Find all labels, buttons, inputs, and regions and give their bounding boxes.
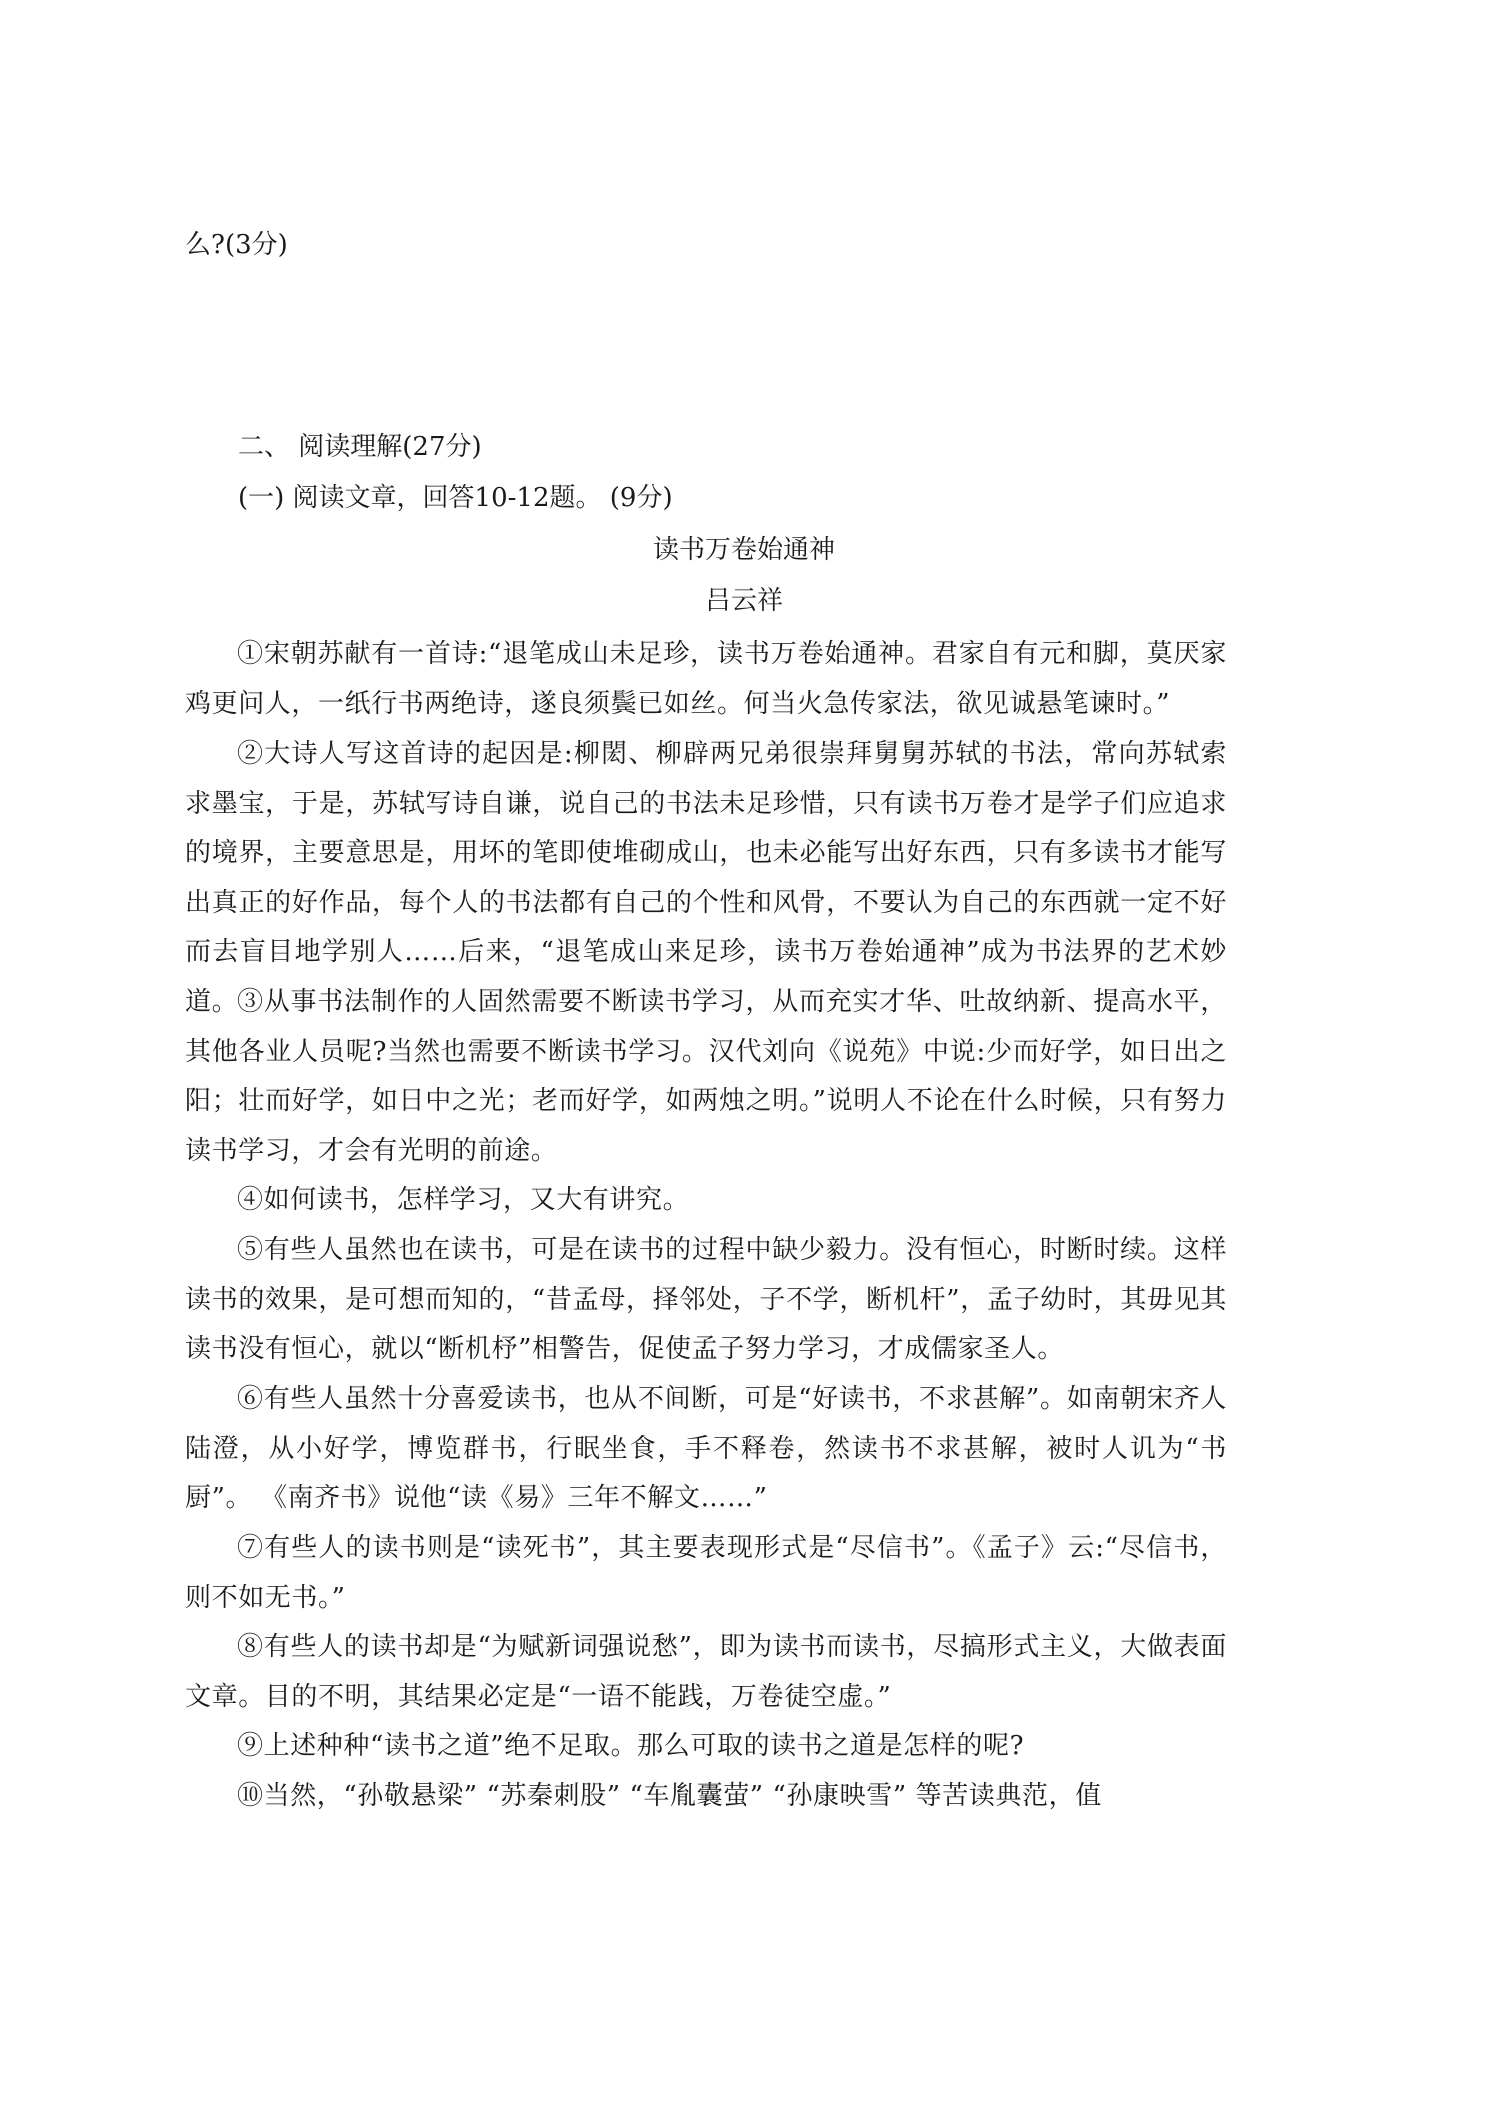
article-paragraph-10: ⑩当然，“孙敬悬梁” “苏秦刺股” “车胤囊萤” “孙康映雪” 等苦读典范，值 [237,1781,1102,1811]
article-paragraph-4: ④如何读书，怎样学习，又大有讲究。 [237,1185,690,1215]
article-author: 吕云祥 [704,586,783,616]
article-paragraph-5: ⑤有些人虽然也在读书，可是在读书的过程中缺少毅力。没有恒心，时断时续。这样读书的效果，是可想而知的，“昔孟母，择邻处，子不学，断机杆”，孟子幼时，其毋见其读书没有恒心，就以“断机杼”相警告，促使孟子努力学习，才成儒家圣人。 [185,1235,1227,1364]
article-paragraph-7: ⑦有些人的读书则是“读死书”，其主要表现形式是“尽信书”。《孟子》云:“尽信书，则不如无书。” [185,1533,1227,1613]
article-paragraph-6: ⑥有些人虽然十分喜爱读书，也从不间断，可是“好读书，不求甚解”。如南朝宋齐人陆澄，从小好学，博览群书，行眠坐食，手不释卷，然读书不求甚解，被时人讥为“书厨”。 《南齐书》说他“读《易》三年不解文……” [185,1384,1227,1513]
section-heading: 二、 阅读理解(27分) [238,432,482,462]
article-title: 读书万卷始通神 [652,535,835,565]
article-paragraph-1: ①宋朝苏献有一首诗:“退笔成山未足珍，读书万卷始通神。君家自有元和脚，莫厌家鸡更问人，一纸行书两绝诗，遂良须鬓已如丝。何当火急传家法，欲见诚悬笔谏时。” [185,639,1227,719]
section-subheading: (一) 阅读文章，回答10-12题。 (9分) [238,483,673,513]
article-paragraph-3: ③从事书法制作的人固然需要不断读书学习，从而充实才华、吐故纳新、提高水平，其他各业人员呢?当然也需要不断读书学习。汉代刘向《说苑》中说:少而好学，如日出之阳；壮而好学，如日中之光；老而好学，如两烛之明。”说明人不论在什么时候，只有努力读书学习，才会有光明的前途。 [185,987,1227,1166]
article-paragraph-8: ⑧有些人的读书却是“为赋新词强说愁”，即为读书而读书，尽搞形式主义，大做表面文章。目的不明，其结果必定是“一语不能践，万卷徒空虚。” [185,1632,1227,1712]
carry-over-question-text: 么?(3分) [185,230,288,260]
article-paragraph-2: ②大诗人写这首诗的起因是:柳閎、柳辟两兄弟很崇拜舅舅苏轼的书法，常向苏轼索求墨宝，于是，苏轼写诗自谦，说自己的书法未足珍惜，只有读书万卷才是学子们应追求的境界，主要意思是，用坏的笔即使堆砌成山，也未必能写出好东西，只有多读书才能写出真正的好作品，每个人的书法都有自己的个性和风骨，不要认为自己的东西就一定不好而去盲目地学别人……后来，“退笔成山来足珍，读书万卷始通神”成为书法界的艺术妙道。 [185,739,1227,1017]
article-paragraph-9: ⑨上述种种“读书之道”绝不足取。那么可取的读书之道是怎样的呢? [237,1731,1025,1761]
